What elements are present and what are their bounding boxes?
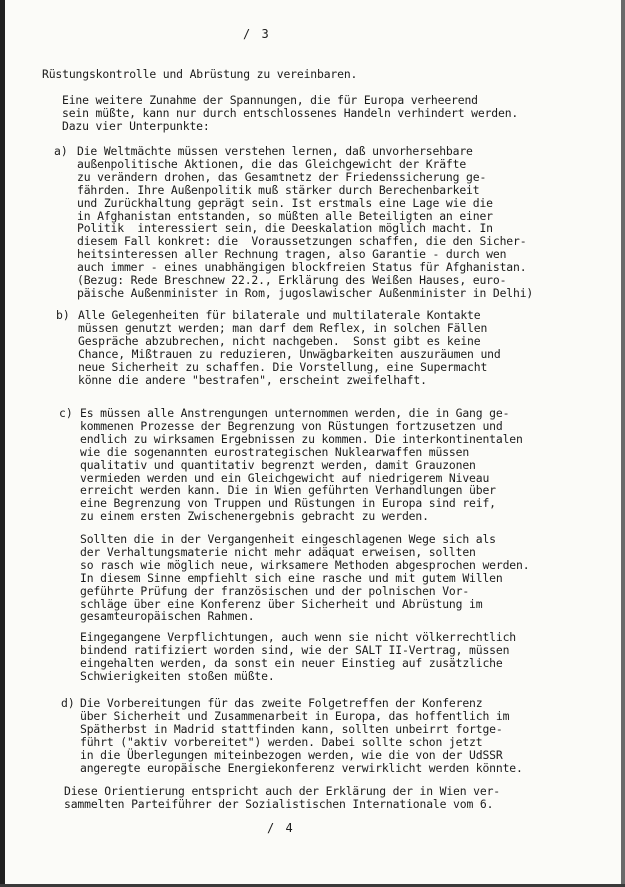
text-line: Gespräche abzubrechen, nicht nachgeben. Sonst gibt es keine bbox=[78, 333, 481, 348]
text-line: Schwierigkeiten stoßen müßte. bbox=[80, 668, 275, 683]
text-line: geführte Prüfung der französischen und der polnischen Vor- bbox=[80, 583, 470, 598]
text-line: eingehalten werden, da sonst ein neuer Einstieg auf zusätzliche bbox=[80, 655, 503, 670]
page-marker-bottom: / 4 bbox=[267, 821, 295, 835]
text-line: wie die sogenannten eurostrategischen Nuklearwaffen müssen bbox=[80, 444, 470, 459]
text-line: zu einem ersten Zwischenergebnis gebracht zu werden. bbox=[80, 509, 429, 524]
text-line: angeregte europäische Energiekonferenz verwirklicht werden könnte. bbox=[80, 760, 523, 775]
text-line: außenpolitische Aktionen, die das Gleichgewicht der Kräfte bbox=[77, 156, 467, 171]
text-line: Die Vorbereitungen für das zweite Folgetreffen der Konferenz bbox=[80, 696, 483, 710]
text-line: fährden. Ihre Außenpolitik muß stärker durch Berechenbarkeit bbox=[77, 182, 480, 197]
text-line: erreicht werden kann. Die in Wien geführten Verhandlungen über bbox=[80, 483, 496, 498]
list-marker: a) bbox=[54, 144, 68, 158]
text-line: endlich zu wirksamen Ergebnissen zu kommen. Die interkontinentalen bbox=[80, 431, 523, 446]
text-line: Eingegangene Verpflichtungen, auch wenn sie nicht völkerrechtlich bbox=[80, 630, 517, 644]
text-line: Politik interessiert sein, die Deeskalation möglich macht. In bbox=[77, 221, 493, 236]
text-line: diesem Fall konkret: die Voraussetzungen schaffen, die den Sicher- bbox=[77, 234, 527, 249]
text-line: so rasch wie möglich neue, wirksamere Methoden abgesprochen werden. bbox=[80, 557, 530, 572]
text-line: eine Begrenzung von Truppen und Rüstungen in Europa sind reif, bbox=[80, 496, 496, 511]
scan-edge-right bbox=[621, 0, 625, 887]
text-line: vermieden werden und ein Gleichgewicht auf niedrigerem Niveau bbox=[80, 470, 490, 485]
text-line: päische Außenminister in Rom, jugoslawischer Außenminister in Delhi) bbox=[77, 285, 534, 300]
text-line: neue Sicherheit zu schaffen. Die Vorstellung, eine Supermacht bbox=[78, 359, 488, 374]
text-line: und Zurückhaltung geprägt sein. Ist erstmals eine Lage wie die bbox=[77, 195, 493, 210]
list-marker: d) bbox=[61, 696, 75, 710]
text-line: Es müssen alle Anstrengungen unternommen werden, die in Gang ge- bbox=[80, 406, 510, 420]
text-line: über Sicherheit und Zusammenarbeit in Europa, das hoffentlich im bbox=[80, 708, 510, 723]
text-line: kommenen Prozesse der Begrenzung von Rüstungen fortzusetzen und bbox=[80, 418, 503, 433]
list-marker: b) bbox=[56, 308, 70, 322]
text-line: Chance, Mißtrauen zu reduzieren, Unwägbarkeiten auszuräumen und bbox=[78, 346, 501, 361]
text-line: führt ("aktiv vorbereitet") werden. Dabei sollte schon jetzt bbox=[80, 734, 483, 749]
text-line: in Afghanistan entstanden, so müßten alle Beteiligten an einer bbox=[77, 208, 493, 223]
text-line: Diese Orientierung entspricht auch der Erklärung der in Wien ver- bbox=[64, 784, 501, 798]
text-line: gesamteuropäischen Rahmen. bbox=[80, 609, 255, 624]
text-line: auch immer - eines unabhängigen blockfreien Status für Afghanistan. bbox=[77, 260, 527, 275]
text-line: (Bezug: Rede Breschnew 22.2., Erklärung des Weißen Hauses, euro- bbox=[77, 273, 507, 287]
text-line: der Verhaltungsmaterie nicht mehr adäquat erweisen, sollten bbox=[80, 544, 476, 559]
intro-line: Rüstungskontrolle und Abrüstung zu vereinbaren. bbox=[42, 67, 358, 81]
page-marker-top: / 3 bbox=[243, 27, 271, 41]
text-line: müssen genutzt werden; man darf dem Reflex, in solchen Fällen bbox=[78, 320, 488, 335]
text-line: sammelten Parteiführer der Sozialistischen Internationale vom 6. bbox=[64, 796, 494, 811]
text-line: In diesem Sinne empfiehlt sich eine rasche und mit gutem Willen bbox=[80, 570, 503, 585]
scan-edge-left bbox=[0, 0, 5, 887]
text-line: Eine weitere Zunahme der Spannungen, die für Europa verheerend bbox=[62, 93, 478, 107]
text-line: Die Weltmächte müssen verstehen lernen, daß unvorhersehbare bbox=[77, 144, 473, 158]
text-line: in die Überlegungen miteinbezogen werden, wie die von der UdSSR bbox=[80, 747, 503, 762]
text-line: Dazu vier Unterpunkte: bbox=[62, 118, 210, 133]
text-line: Alle Gelegenheiten für bilaterale und multilaterale Kontakte bbox=[78, 308, 481, 322]
text-line: Sollten die in der Vergangenheit eingeschlagenen Wege sich als bbox=[80, 532, 496, 546]
text-line: könne die andere "bestrafen", erscheint zweifelhaft. bbox=[78, 372, 427, 387]
text-line: sein müßte, kann nur durch entschlossenes Handeln verhindert werden. bbox=[62, 105, 519, 120]
text-line: qualitativ und quantitativ begrenzt werden, damit Grauzonen bbox=[80, 457, 476, 472]
list-marker: c) bbox=[59, 406, 73, 420]
text-line: bindend ratifiziert worden sind, wie der SALT II-Vertrag, müssen bbox=[80, 642, 510, 657]
text-line: heitsinteressen aller Rechnung tragen, also Garantie - durch wen bbox=[77, 247, 507, 262]
text-line: zu verändern drohen, das Gesamtnetz der Friedenssicherung ge- bbox=[77, 169, 487, 184]
text-line: schläge über eine Konferenz über Sicherheit und Abrüstung im bbox=[80, 596, 483, 611]
text-line: Spätherbst in Madrid stattfinden kann, sollten unbeirrt fortge- bbox=[80, 721, 503, 736]
